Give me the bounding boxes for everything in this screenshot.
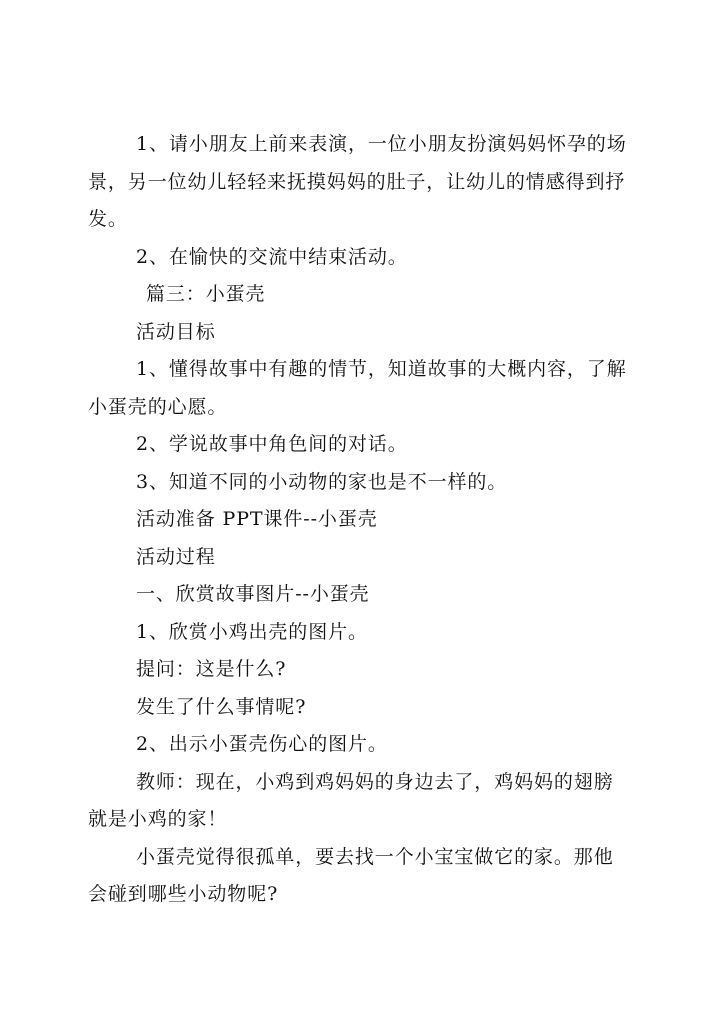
goal-item-3: 3、知道不同的小动物的家也是不一样的。 xyxy=(136,470,508,493)
process-substep-2: 2、出示小蛋壳伤心的图片。 xyxy=(136,733,388,755)
paragraph-end-activity: 2、在愉快的交流中结束活动。 xyxy=(136,245,408,268)
goal-item-1: 1、懂得故事中有趣的情节，知道故事的大概内容，了解小蛋壳的心愿。 xyxy=(88,358,627,418)
story-line: 小蛋壳觉得很孤单，要去找一个小宝宝做它的家。那他会碰到哪些小动物呢? xyxy=(88,845,614,905)
question-what-happened: 发生了什么事情呢? xyxy=(136,695,307,718)
goal-item-2: 2、学说故事中角色间的对话。 xyxy=(136,433,408,455)
heading-activity-process: 活动过程 xyxy=(136,545,216,568)
teacher-line: 教师：现在，小鸡到鸡妈妈的身边去了，鸡妈妈的翅膀就是小鸡的家！ xyxy=(88,770,614,830)
activity-preparation: 活动准备 PPT课件--小蛋壳 xyxy=(136,508,378,530)
section-title: 篇三：小蛋壳 xyxy=(146,283,266,305)
document-body xyxy=(88,126,633,914)
paragraph-performance: 1、请小朋友上前来表演，一位小朋友扮演妈妈怀孕的场景，另一位幼儿轻轻来抚摸妈妈的肚子，让幼儿的情感得到抒发。 xyxy=(88,133,627,230)
question-what-is-this: 提问：这是什么? xyxy=(136,658,287,680)
heading-activity-goals: 活动目标 xyxy=(136,320,216,343)
process-step-1: 一、欣赏故事图片--小蛋壳 xyxy=(136,583,370,605)
process-substep-1: 1、欣赏小鸡出壳的图片。 xyxy=(136,620,368,643)
